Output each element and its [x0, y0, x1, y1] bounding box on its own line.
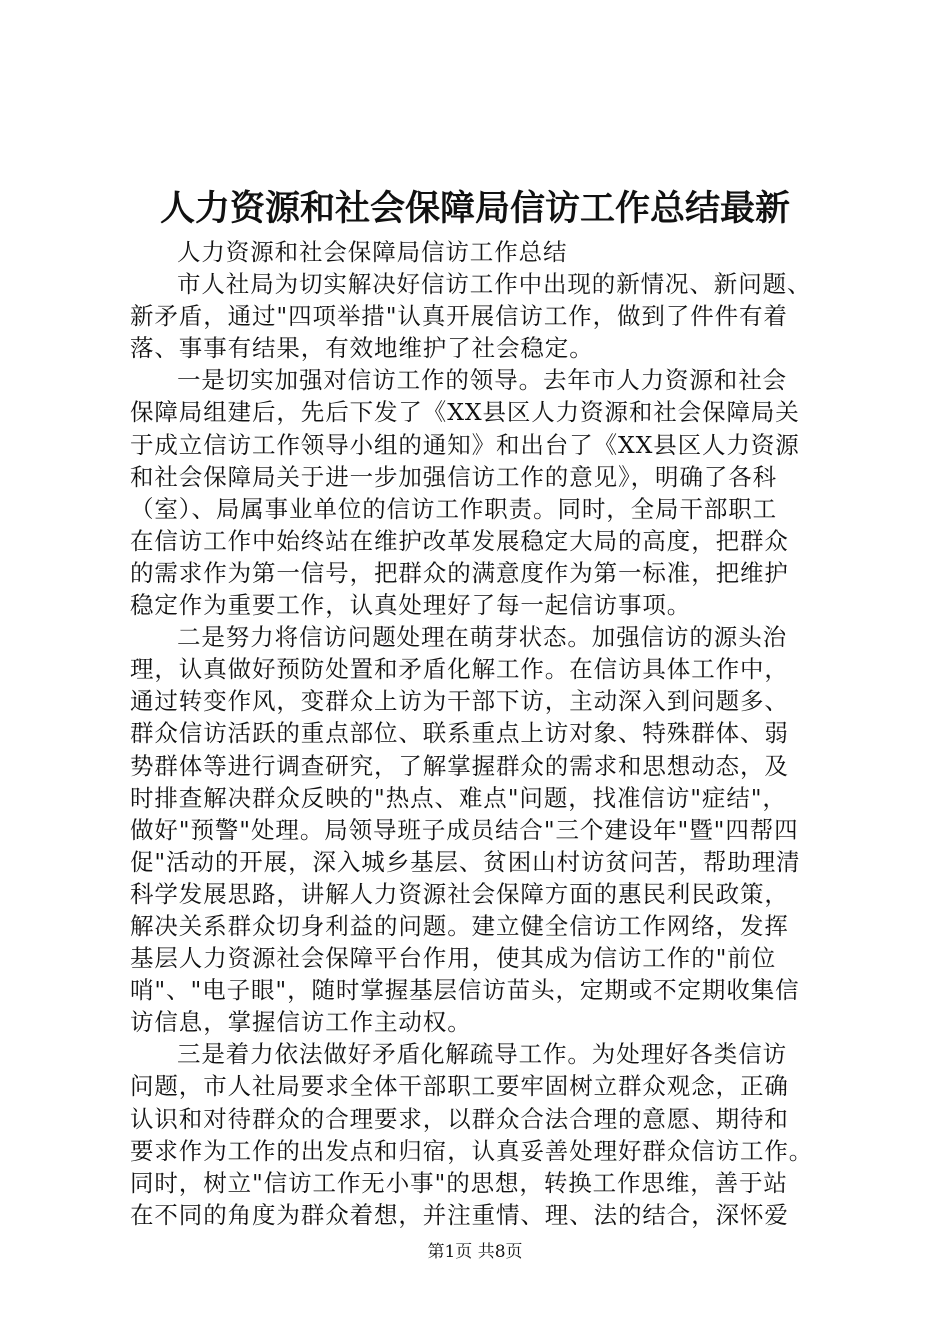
text-line: （室）、局属事业单位的信访工作职责。同时，全局干部职工 — [130, 494, 778, 523]
text-line: 基层人力资源社会保障平台作用，使其成为信访工作的"前位 — [130, 944, 777, 973]
text-line: 稳定作为重要工作，认真处理好了每一起信访事项。 — [130, 591, 692, 620]
text-line: 解决关系群众切身利益的问题。建立健全信访工作网络，发挥 — [130, 911, 789, 940]
page-footer: 第1页 共8页 — [427, 1242, 523, 1262]
text-line: 时排查解决群众反映的"热点、难点"问题，找准信访"症结"， — [130, 783, 787, 812]
text-line: 于成立信访工作领导小组的通知》和出台了《XX县区人力资源 — [130, 430, 800, 459]
document-title: 人力资源和社会保障局信访工作总结最新 — [159, 188, 790, 229]
text-line: 要求作为工作的出发点和归宿，认真妥善处理好群众信访工作。 — [130, 1136, 814, 1165]
text-line: 问题，市人社局要求全体干部职工要牢固树立群众观念，正确 — [130, 1072, 789, 1101]
text-line: 通过转变作风，变群众上访为干部下访，主动深入到问题多、 — [130, 687, 789, 716]
text-line: 市人社局为切实解决好信访工作中出现的新情况、新问题、 — [177, 270, 812, 299]
text-line: 做好"预警"处理。局领导班子成员结合"三个建设年"暨"四帮四 — [130, 815, 799, 844]
document-body — [130, 236, 870, 1231]
text-line: 人力资源和社会保障局信访工作总结 — [177, 238, 568, 266]
text-line: 三是着力依法做好矛盾化解疏导工作。为处理好各类信访 — [177, 1040, 787, 1069]
text-line: 认识和对待群众的合理要求，以群众合法合理的意愿、期待和 — [130, 1104, 789, 1133]
text-line: 在不同的角度为群众着想，并注重情、理、法的结合，深怀爱 — [130, 1200, 789, 1229]
text-line: 一是切实加强对信访工作的领导。去年市人力资源和社会 — [177, 366, 787, 395]
text-line: 的需求作为第一信号，把群众的满意度作为第一标准，把维护 — [130, 558, 789, 587]
text-line: 群众信访活跃的重点部位、联系重点上访对象、特殊群体、弱 — [130, 719, 789, 748]
text-line: 哨"、"电子眼"，随时掌握基层信访苗头，定期或不定期收集信 — [130, 976, 800, 1005]
text-line: 势群体等进行调查研究，了解掌握群众的需求和思想动态，及 — [130, 751, 789, 780]
text-line: 同时，树立"信访工作无小事"的思想，转换工作思维，善于站 — [130, 1168, 788, 1197]
text-line: 科学发展思路，讲解人力资源社会保障方面的惠民利民政策， — [130, 879, 789, 908]
text-line: 保障局组建后，先后下发了《XX县区人力资源和社会保障局关 — [130, 398, 800, 427]
text-line: 促"活动的开展，深入城乡基层、贫困山村访贫问苦，帮助理清 — [130, 847, 801, 876]
text-line: 二是努力将信访问题处理在萌芽状态。加强信访的源头治 — [177, 623, 787, 652]
text-line: 和社会保障局关于进一步加强信访工作的意见》，明确了各科 — [130, 462, 778, 491]
text-line: 访信息，掌握信访工作主动权。 — [130, 1008, 472, 1037]
text-line: 落、事事有结果，有效地维护了社会稳定。 — [130, 334, 594, 363]
text-line: 在信访工作中始终站在维护改革发展稳定大局的高度，把群众 — [130, 526, 789, 555]
text-line: 理，认真做好预防处置和矛盾化解工作。在信访具体工作中， — [130, 655, 789, 684]
text-line: 新矛盾，通过"四项举措"认真开展信访工作，做到了件件有着 — [130, 302, 788, 331]
